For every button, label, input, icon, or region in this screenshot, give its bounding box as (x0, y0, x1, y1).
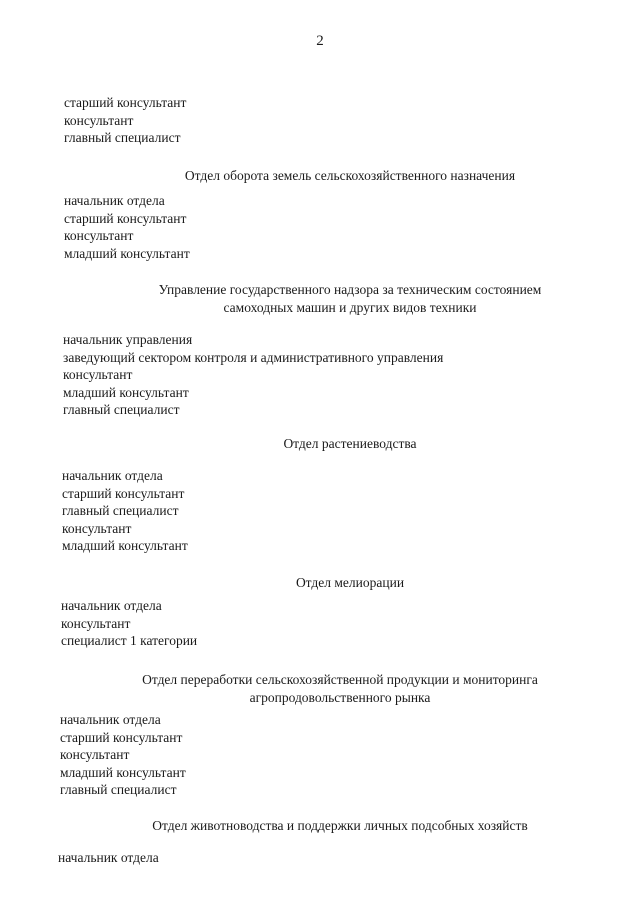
section-heading-line: Управление государственного надзора за техническим состоянием (158, 282, 542, 297)
section-heading: Отдел животноводства и поддержки личных подсобных хозяйств (152, 818, 528, 833)
position-item: главный специалист (63, 402, 180, 417)
section-heading-line: агропродовольственного рынка (249, 689, 431, 705)
position-item: консультант (64, 112, 134, 128)
section-heading: Отдел растениеводства (283, 436, 417, 451)
section-heading (80, 281, 620, 316)
section-heading: Отдел мелиорации (295, 575, 405, 590)
position-list (64, 192, 190, 262)
position-item: заведующий сектором контроля и административного управления (63, 349, 444, 365)
section-heading-line: Отдел переработки сельскохозяйственной продукции и мониторинга (142, 672, 538, 687)
section-heading-line: самоходных машин и других видов техники (223, 299, 477, 315)
position-item: начальник отдела (61, 598, 162, 613)
position-item: младший консультант (63, 384, 189, 400)
position-item: консультант (60, 747, 130, 762)
page-number: 2 (316, 33, 324, 49)
position-list (60, 711, 186, 799)
position-item: начальник отдела (58, 850, 159, 865)
position-item: начальник управления (63, 332, 193, 347)
position-item: консультант (61, 615, 131, 631)
position-item: младший консультант (62, 538, 188, 553)
position-list (62, 467, 188, 555)
section-heading (60, 671, 620, 706)
position-list (58, 849, 159, 867)
position-item: младший консультант (64, 245, 190, 261)
position-item: специалист 1 категории (61, 633, 198, 648)
position-list (61, 597, 197, 650)
position-item: консультант (63, 367, 133, 382)
position-item: младший консультант (60, 764, 186, 780)
position-item: главный специалист (64, 130, 181, 145)
position-list (64, 94, 186, 147)
position-item: консультант (62, 520, 132, 536)
position-item: консультант (64, 228, 134, 243)
position-item: старший консультант (60, 729, 183, 745)
position-item: главный специалист (62, 503, 179, 518)
position-item: начальник отдела (60, 712, 161, 727)
section-heading: Отдел оборота земель сельскохозяйственного назначения (184, 168, 516, 183)
position-item: начальник отдела (64, 193, 165, 208)
position-item: старший консультант (64, 95, 187, 110)
position-list (63, 331, 443, 419)
position-item: главный специалист (60, 782, 177, 797)
position-item: старший консультант (62, 485, 185, 501)
position-item: старший консультант (64, 210, 187, 226)
position-item: начальник отдела (62, 468, 163, 483)
